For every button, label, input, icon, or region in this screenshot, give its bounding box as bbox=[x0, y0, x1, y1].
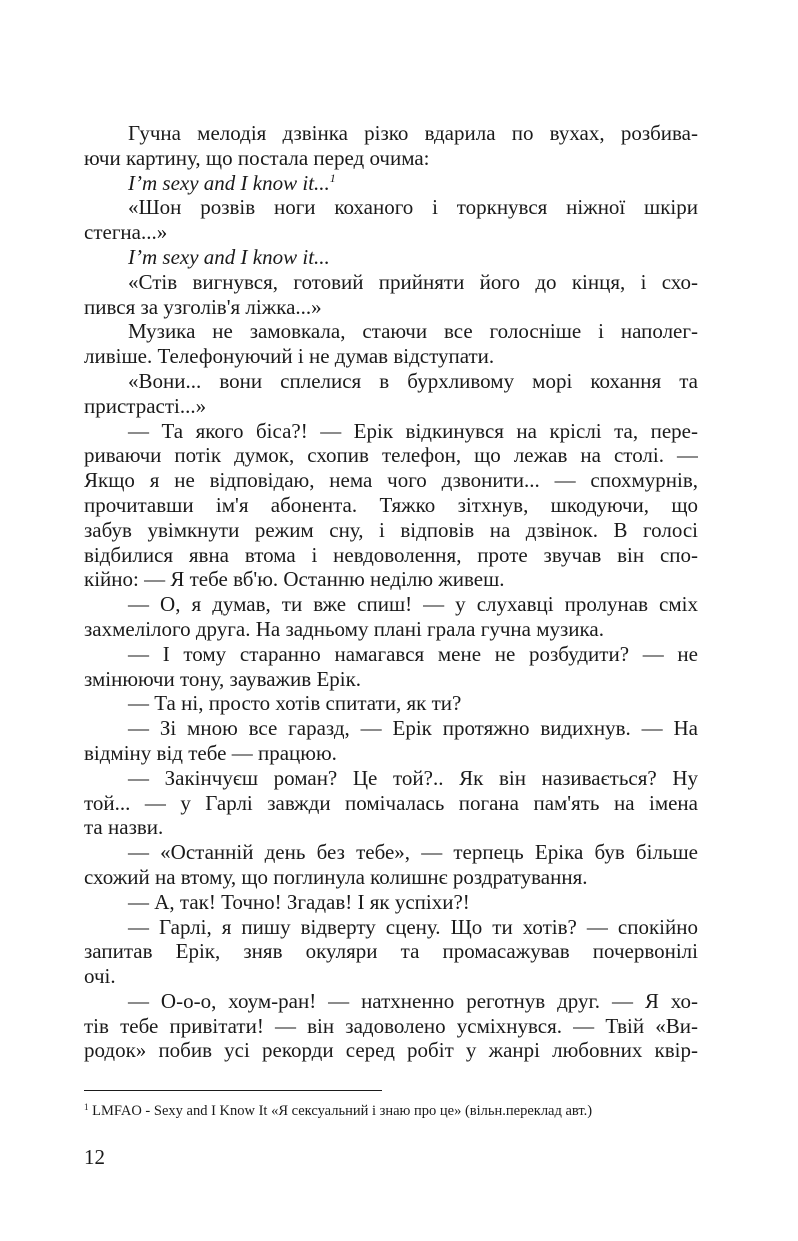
text-line-content: — Закінчуєш роман? Це той?.. Як він називається? Ну bbox=[128, 765, 698, 790]
text-line-content: Музика не замовкала, стаючи все голосніше і наполег- bbox=[128, 319, 698, 344]
text-line-content: відміну від тебе — працюю. bbox=[84, 740, 337, 765]
text-line bbox=[84, 493, 698, 518]
text-line-content: — О, я думав, ти вже спиш! — у слухавці пролунав сміх bbox=[128, 592, 698, 617]
text-line-content: — Та якого біса?! — Ерік відкинувся на кріслі та, пере- bbox=[128, 418, 698, 443]
text-line bbox=[84, 1014, 698, 1039]
text-line-content: змінюючи тону, зауважив Ерік. bbox=[84, 666, 362, 691]
body-text bbox=[84, 121, 698, 1063]
text-line bbox=[84, 195, 698, 220]
text-line-content: «Стів вигнувся, готовий прийняти його до кінця, і схо- bbox=[128, 269, 698, 294]
text-line-content: стегна...» bbox=[84, 220, 168, 245]
text-line bbox=[84, 344, 698, 369]
text-line bbox=[84, 890, 698, 915]
text-line bbox=[84, 989, 698, 1014]
text-line bbox=[84, 791, 698, 816]
text-line-content: ливіше. Телефонуючий і не думав відступати. bbox=[84, 344, 495, 369]
text-line bbox=[84, 146, 698, 171]
text-line-content: забув увімкнути режим сну, і відповів на дзвінок. В голосі bbox=[84, 517, 698, 542]
text-line bbox=[84, 691, 698, 716]
text-line-content: кійно: — Я тебе вб'ю. Останню неділю живеш. bbox=[84, 567, 505, 592]
text-line bbox=[84, 270, 698, 295]
text-line bbox=[84, 939, 698, 964]
text-line bbox=[84, 220, 698, 245]
text-line-content: I’m sexy and I know it... bbox=[128, 244, 330, 269]
footnote-reference[interactable]: 1 bbox=[329, 170, 336, 185]
text-line bbox=[84, 716, 698, 741]
text-line-content: захмелілого друга. На задньому плані грала гучна музика. bbox=[84, 616, 604, 641]
text-line-content: — Гарлі, я пишу відверту сцену. Що ти хотів? — спокійно bbox=[128, 914, 698, 939]
text-line bbox=[84, 121, 698, 146]
text-line bbox=[84, 741, 698, 766]
text-line bbox=[84, 642, 698, 667]
text-line bbox=[84, 468, 698, 493]
text-line-content: — О-о-о, хоум-ран! — натхненно реготнув друг. — Я хо- bbox=[128, 988, 698, 1013]
text-line-content: — А, так! Точно! Згадав! І як успіхи?! bbox=[128, 889, 470, 914]
text-line-content: пристрасті...» bbox=[84, 393, 207, 418]
footnote-divider bbox=[84, 1090, 382, 1091]
text-line-content: — Зі мною все гаразд, — Ерік протяжно видихнув. — На bbox=[128, 716, 698, 741]
text-line bbox=[84, 617, 698, 642]
footnote-mark: 1 bbox=[84, 1102, 89, 1112]
text-line-content: риваючи потік думок, схопив телефон, що лежав на столі. — bbox=[84, 443, 698, 468]
text-line-content: запитав Ерік, зняв окуляри та промасажував почервонілі bbox=[84, 939, 698, 964]
text-line-content: очі. bbox=[84, 964, 116, 989]
text-line-content: Гучна мелодія дзвінка різко вдарила по вухах, розбива- bbox=[128, 121, 698, 145]
text-line-content: ючи картину, що постала перед очима: bbox=[84, 145, 430, 170]
page-number: 12 bbox=[84, 1145, 105, 1169]
text-line-content: «Шон розвів ноги коханого і торкнувся ніжної шкіри bbox=[128, 195, 698, 220]
text-line-content: та назви. bbox=[84, 815, 164, 840]
text-line-content: прочитавши ім'я абонента. Тяжко зітхнув, шкодуючи, що bbox=[84, 492, 698, 517]
footnote-text: LMFAO - Sexy and I Know It «Я сексуальний і знаю про це» (вільн.переклад авт.) bbox=[92, 1103, 593, 1119]
text-line-content: — «Останній день без тебе», — терпець Еріка був більше bbox=[128, 840, 698, 865]
text-line-content: пився за узголів'я ліжка...» bbox=[84, 294, 322, 319]
text-line-content: — Та ні, просто хотів спитати, як ти? bbox=[128, 691, 462, 716]
text-line bbox=[84, 443, 698, 468]
text-line bbox=[84, 840, 698, 865]
text-line bbox=[84, 915, 698, 940]
text-line bbox=[84, 964, 698, 989]
text-line bbox=[84, 518, 698, 543]
text-line-content: «Вони... вони сплелися в бурхливому морі кохання та bbox=[128, 368, 698, 393]
text-line bbox=[84, 865, 698, 890]
text-line bbox=[84, 1038, 698, 1063]
text-line bbox=[84, 419, 698, 444]
text-line bbox=[84, 319, 698, 344]
text-line bbox=[84, 171, 698, 196]
text-line bbox=[84, 592, 698, 617]
text-line-content: Якщо я не відповідаю, нема чого дзвонити... — спохмурнів, bbox=[84, 468, 698, 493]
text-line-content: родок» побив усі рекорди серед робіт у жанрі любовних квір- bbox=[84, 1038, 698, 1063]
text-line-content: — І тому старанно намагався мене не розбудити? — не bbox=[128, 641, 698, 666]
text-line bbox=[84, 369, 698, 394]
text-line-content: I’m sexy and I know it... bbox=[128, 170, 330, 195]
text-line bbox=[84, 245, 698, 270]
text-line-content: відбилися явна втома і невдоволення, проте звучав він спо- bbox=[84, 542, 698, 567]
text-line bbox=[84, 295, 698, 320]
footnote bbox=[84, 1103, 592, 1120]
text-line bbox=[84, 667, 698, 692]
text-line-content: той... — у Гарлі завжди помічалась погана пам'ять на імена bbox=[84, 790, 698, 815]
text-line bbox=[84, 567, 698, 592]
text-line-content: схожий на втому, що поглинула колишнє роздратування. bbox=[84, 864, 588, 889]
text-line bbox=[84, 543, 698, 568]
text-line bbox=[84, 766, 698, 791]
text-line bbox=[84, 815, 698, 840]
text-line bbox=[84, 394, 698, 419]
text-line-content: тів тебе привітати! — він задоволено усміхнувся. — Твій «Ви- bbox=[84, 1013, 698, 1038]
